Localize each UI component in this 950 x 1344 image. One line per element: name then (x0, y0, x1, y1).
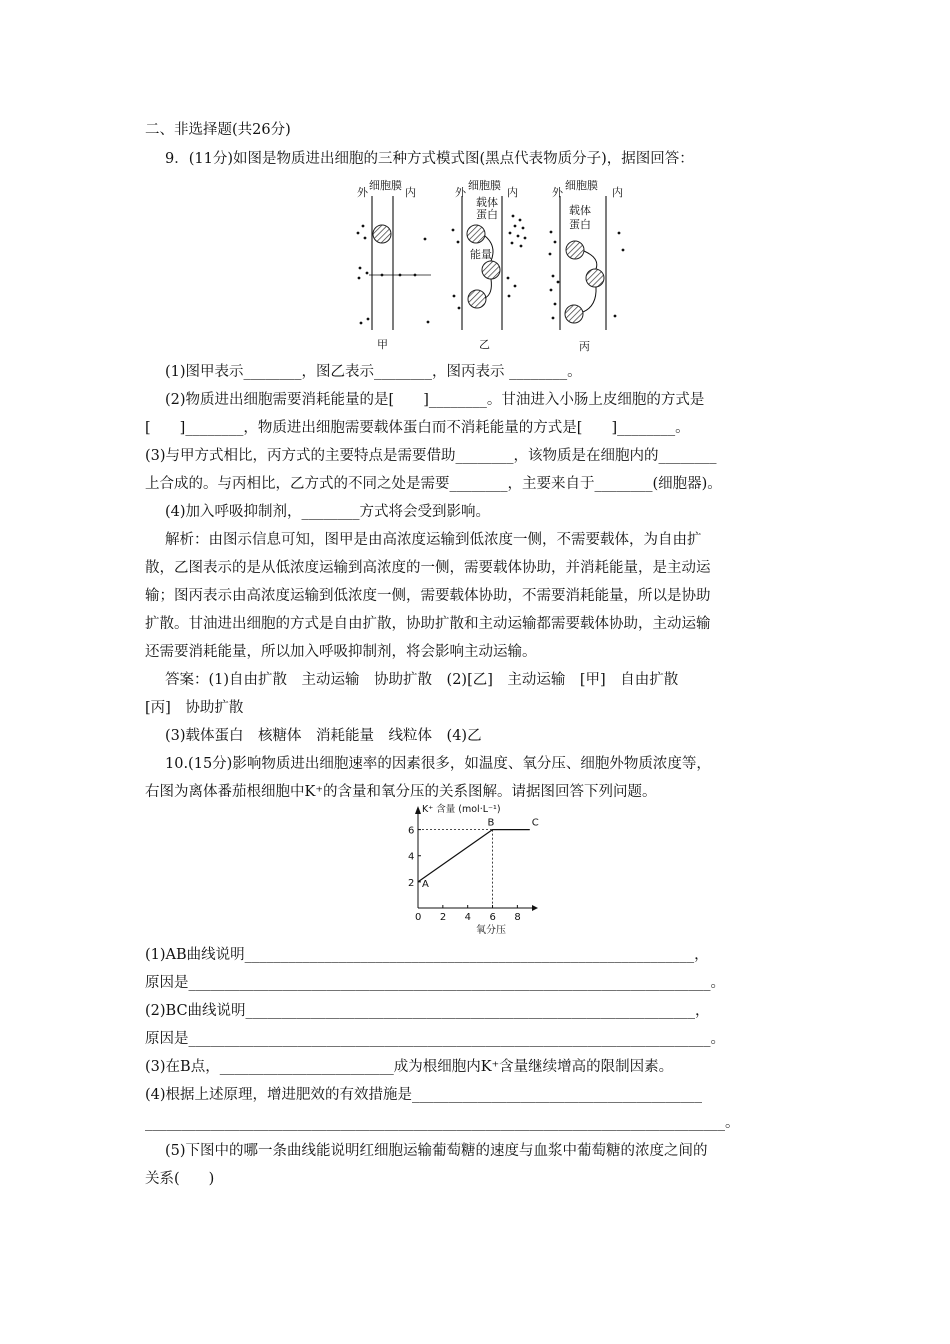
panel-label-bing: 丙 (579, 340, 590, 353)
label-inside: 内 (507, 186, 518, 199)
q10-sub5a: (5)下图中的哪一条曲线能说明红细胞运输葡萄糖的速度与血浆中葡萄糖的浓度之间的 (165, 1143, 708, 1159)
label-outside: 外 (357, 186, 368, 199)
answer-line-1: 答案：(1)自由扩散 主动运输 协助扩散 (2)[乙] 主动运输 [甲] 自由扩散 (165, 672, 679, 688)
q10-sub1a: (1)AB曲线说明______________________________________________________________， (145, 947, 709, 963)
q9-sub4: (4)加入呼吸抑制剂，________方式将会受到影响。 (165, 504, 491, 520)
x-tick-label: 2 (439, 912, 447, 923)
point-label-b: B (487, 817, 495, 829)
q9-sub2b: [ ]________，物质进出细胞需要载体蛋白而不消耗能量的方式是[ ]________。 (145, 420, 690, 436)
q10-stem-1: 10.(15分)影响物质进出细胞速率的因素很多，如温度、氧分压、细胞外物质浓度等， (165, 756, 711, 772)
point-label-a: A (422, 878, 429, 890)
label-carrier-2: 蛋白 (476, 208, 498, 221)
label-membrane: 细胞膜 (468, 179, 501, 192)
q9-sub3b: 上合成的。与丙相比，乙方式的不同之处是需要________，主要来自于________(细胞器)。 (145, 476, 722, 492)
q10-sub4b: ________________________________________________________________________________。 (145, 1115, 740, 1131)
q10-sub3: (3)在B点，________________________成为根细胞内K⁺含量继续增高的限制因素。 (145, 1059, 674, 1075)
k-content-chart (388, 800, 538, 938)
q9-sub3a: (3)与甲方式相比，丙方式的主要特点是需要借助________，该物质是在细胞内的________ (145, 448, 717, 464)
point-label-c: C (531, 817, 539, 829)
panel-label-jia: 甲 (377, 338, 388, 351)
label-outside: 外 (552, 186, 563, 199)
q10-sub1b: 原因是________________________________________________________________________。 (145, 975, 725, 991)
q9-sub1: (1)图甲表示________，图乙表示________，图丙表示 ________。 (165, 364, 582, 380)
x-tick-label: 0 (415, 912, 422, 923)
panel-jia (357, 178, 431, 351)
label-outside: 外 (455, 186, 466, 199)
analysis-line-5: 还需要消耗能量，所以加入呼吸抑制剂，将会影响主动运输。 (145, 644, 537, 660)
protein-circle (373, 225, 391, 243)
k-curve (418, 830, 530, 882)
analysis-line-3: 输；图丙表示由高浓度运输到低浓度一侧，需要载体协助，不需要消耗能量，所以是协助 (145, 588, 711, 604)
analysis-line-2: 散，乙图表示的是从低浓度运输到高浓度的一侧，需要载体协助，并消耗能量，是主动运 (145, 560, 711, 576)
label-energy: 能量 (470, 248, 492, 261)
chart-xlabel: 氧分压 (476, 925, 506, 936)
label-membrane: 细胞膜 (565, 179, 598, 192)
label-membrane: 细胞膜 (369, 179, 402, 192)
q10-sub4a: (4)根据上述原理，增进肥效的有效措施是________________________________________ (145, 1087, 703, 1103)
panel-bing (549, 178, 625, 353)
label-carrier-2: 蛋白 (569, 218, 591, 231)
panel-label-yi: 乙 (479, 338, 490, 351)
label-carrier-1: 载体 (476, 196, 498, 209)
y-tick-label: 2 (408, 877, 415, 889)
label-carrier-1: 载体 (569, 204, 591, 217)
chart-ylabel: K⁺ 含量 (mol·L⁻¹) (422, 804, 501, 815)
answer-line-2: [丙] 协助扩散 (145, 700, 244, 716)
section-title: 二、非选择题(共26分) (145, 122, 291, 138)
analysis-line-4: 扩散。甘油进出细胞的方式是自由扩散，协助扩散和主动运输都需要载体协助，主动运输 (145, 616, 711, 632)
y-tick-label: 6 (408, 825, 415, 837)
q10-sub2a: (2)BC曲线说明______________________________________________________________， (145, 1003, 710, 1019)
answer-line-3: (3)载体蛋白 核糖体 消耗能量 线粒体 (4)乙 (165, 728, 482, 744)
label-inside: 内 (612, 186, 623, 199)
q9-stem: 9．(11分)如图是物质进出细胞的三种方式模式图(黑点代表物质分子)，据图回答： (165, 151, 694, 167)
analysis-line-1: 解析：由图示信息可知，图甲是由高浓度运输到低浓度一侧，不需要载体，为自由扩 (165, 532, 702, 548)
label-inside: 内 (405, 186, 416, 199)
y-tick-label: 4 (408, 851, 415, 863)
x-tick-label: 4 (464, 912, 472, 923)
q9-sub2a: (2)物质进出细胞需要消耗能量的是[ ]________。甘油进入小肠上皮细胞的方式是 (165, 392, 705, 408)
panel-yi (452, 178, 527, 351)
q10-sub2b: 原因是________________________________________________________________________。 (145, 1031, 725, 1047)
x-tick-label: 6 (489, 912, 496, 923)
q10-sub5b: 关系( ) (145, 1171, 215, 1187)
transport-figure (355, 178, 635, 353)
x-tick-label: 8 (514, 912, 521, 923)
q10-stem-2: 右图为离体番茄根细胞中K⁺的含量和氧分压的关系图解。请据图回答下列问题。 (145, 784, 657, 800)
